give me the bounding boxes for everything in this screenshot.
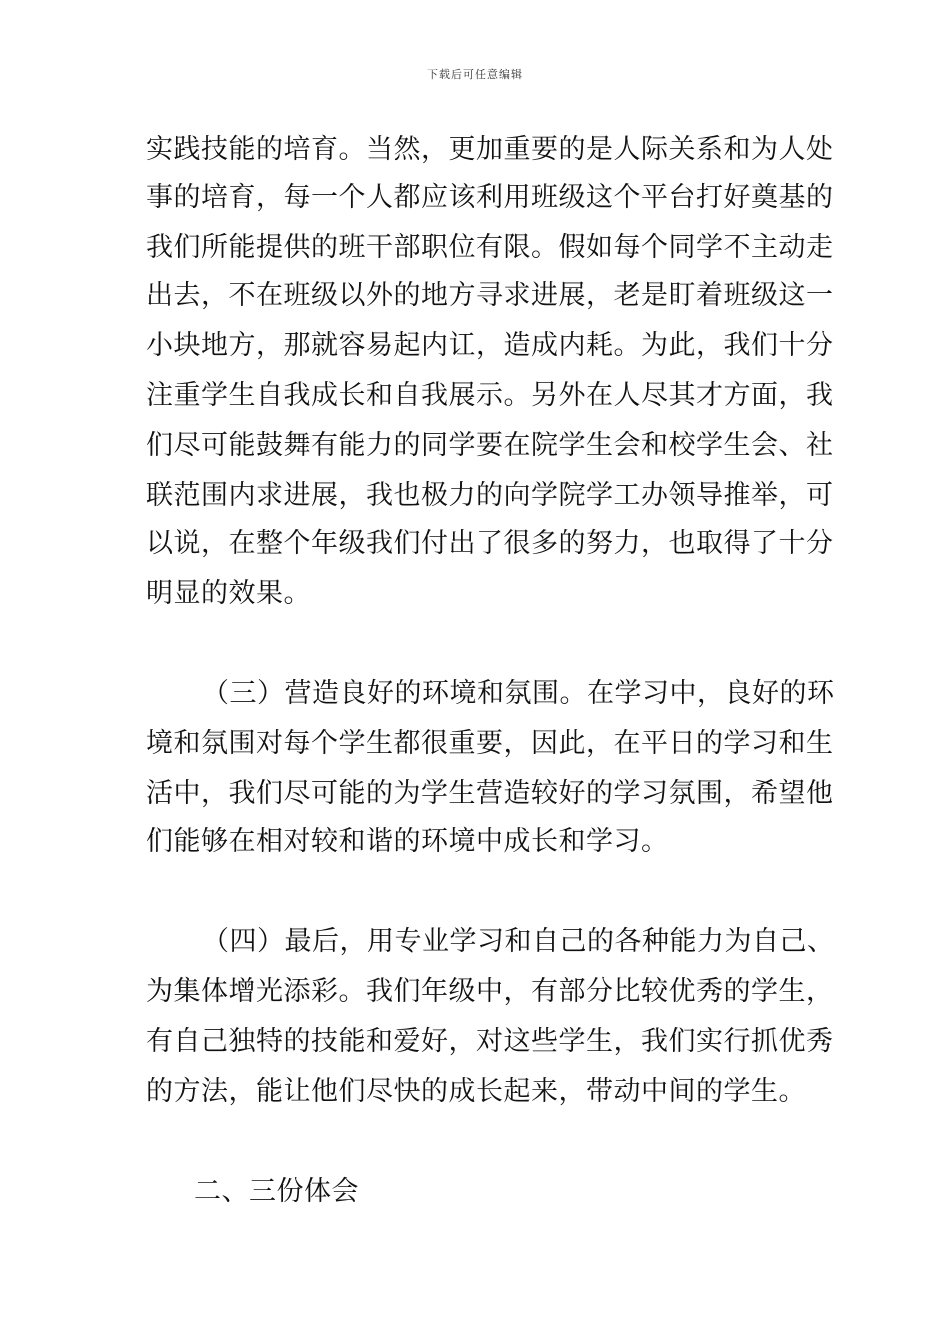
paragraph-line: 注重学生自我成长和自我展示。另外在人尽其才方面，我 [146,380,834,411]
paragraph-line: 联范围内求进展，我也极力的向学院学工办领导推举，可 [146,480,834,511]
section-four-first-line: （四）最后，用专业学习和自己的各种能力为自己、 [202,926,835,957]
paragraph-line: 们能够在相对较和谐的环境中成长和学习。 [146,826,669,857]
paragraph-line: 为集体增光添彩。我们年级中，有部分比较优秀的学生， [146,976,834,1007]
paragraph-line: 境和氛围对每个学生都很重要，因此，在平日的学习和生 [146,728,834,759]
paragraph-line: 们尽可能鼓舞有能力的同学要在院学生会和校学生会、社 [146,430,834,461]
paragraph-line: 实践技能的培育。当然，更加重要的是人际关系和为人处 [146,134,834,165]
paragraph-line: 出去，不在班级以外的地方寻求进展，老是盯着班级这一 [146,280,834,311]
paragraph-line: 有自己独特的技能和爱好，对这些学生，我们实行抓优秀 [146,1026,834,1057]
paragraph-line: 的方法，能让他们尽快的成长起来，带动中间的学生。 [146,1076,806,1107]
paragraph-line: 小块地方，那就容易起内讧，造成内耗。为此，我们十分 [146,330,834,361]
paragraph-line: 明显的效果。 [146,578,311,609]
page-header-note: 下载后可任意编辑 [427,68,523,81]
paragraph-line: 活中，我们尽可能的为学生营造较好的学习氛围，希望他 [146,778,834,809]
paragraph-line: 以说，在整个年级我们付出了很多的努力，也取得了十分 [146,528,834,559]
section-three-first-line: （三）营造良好的环境和氛围。在学习中，良好的环 [202,678,835,709]
paragraph-line: 我们所能提供的班干部职位有限。假如每个同学不主动走 [146,232,834,263]
section-heading: 二、三份体会 [194,1176,359,1207]
paragraph-line: 事的培育，每一个人都应该利用班级这个平台打好奠基的 [146,182,834,213]
